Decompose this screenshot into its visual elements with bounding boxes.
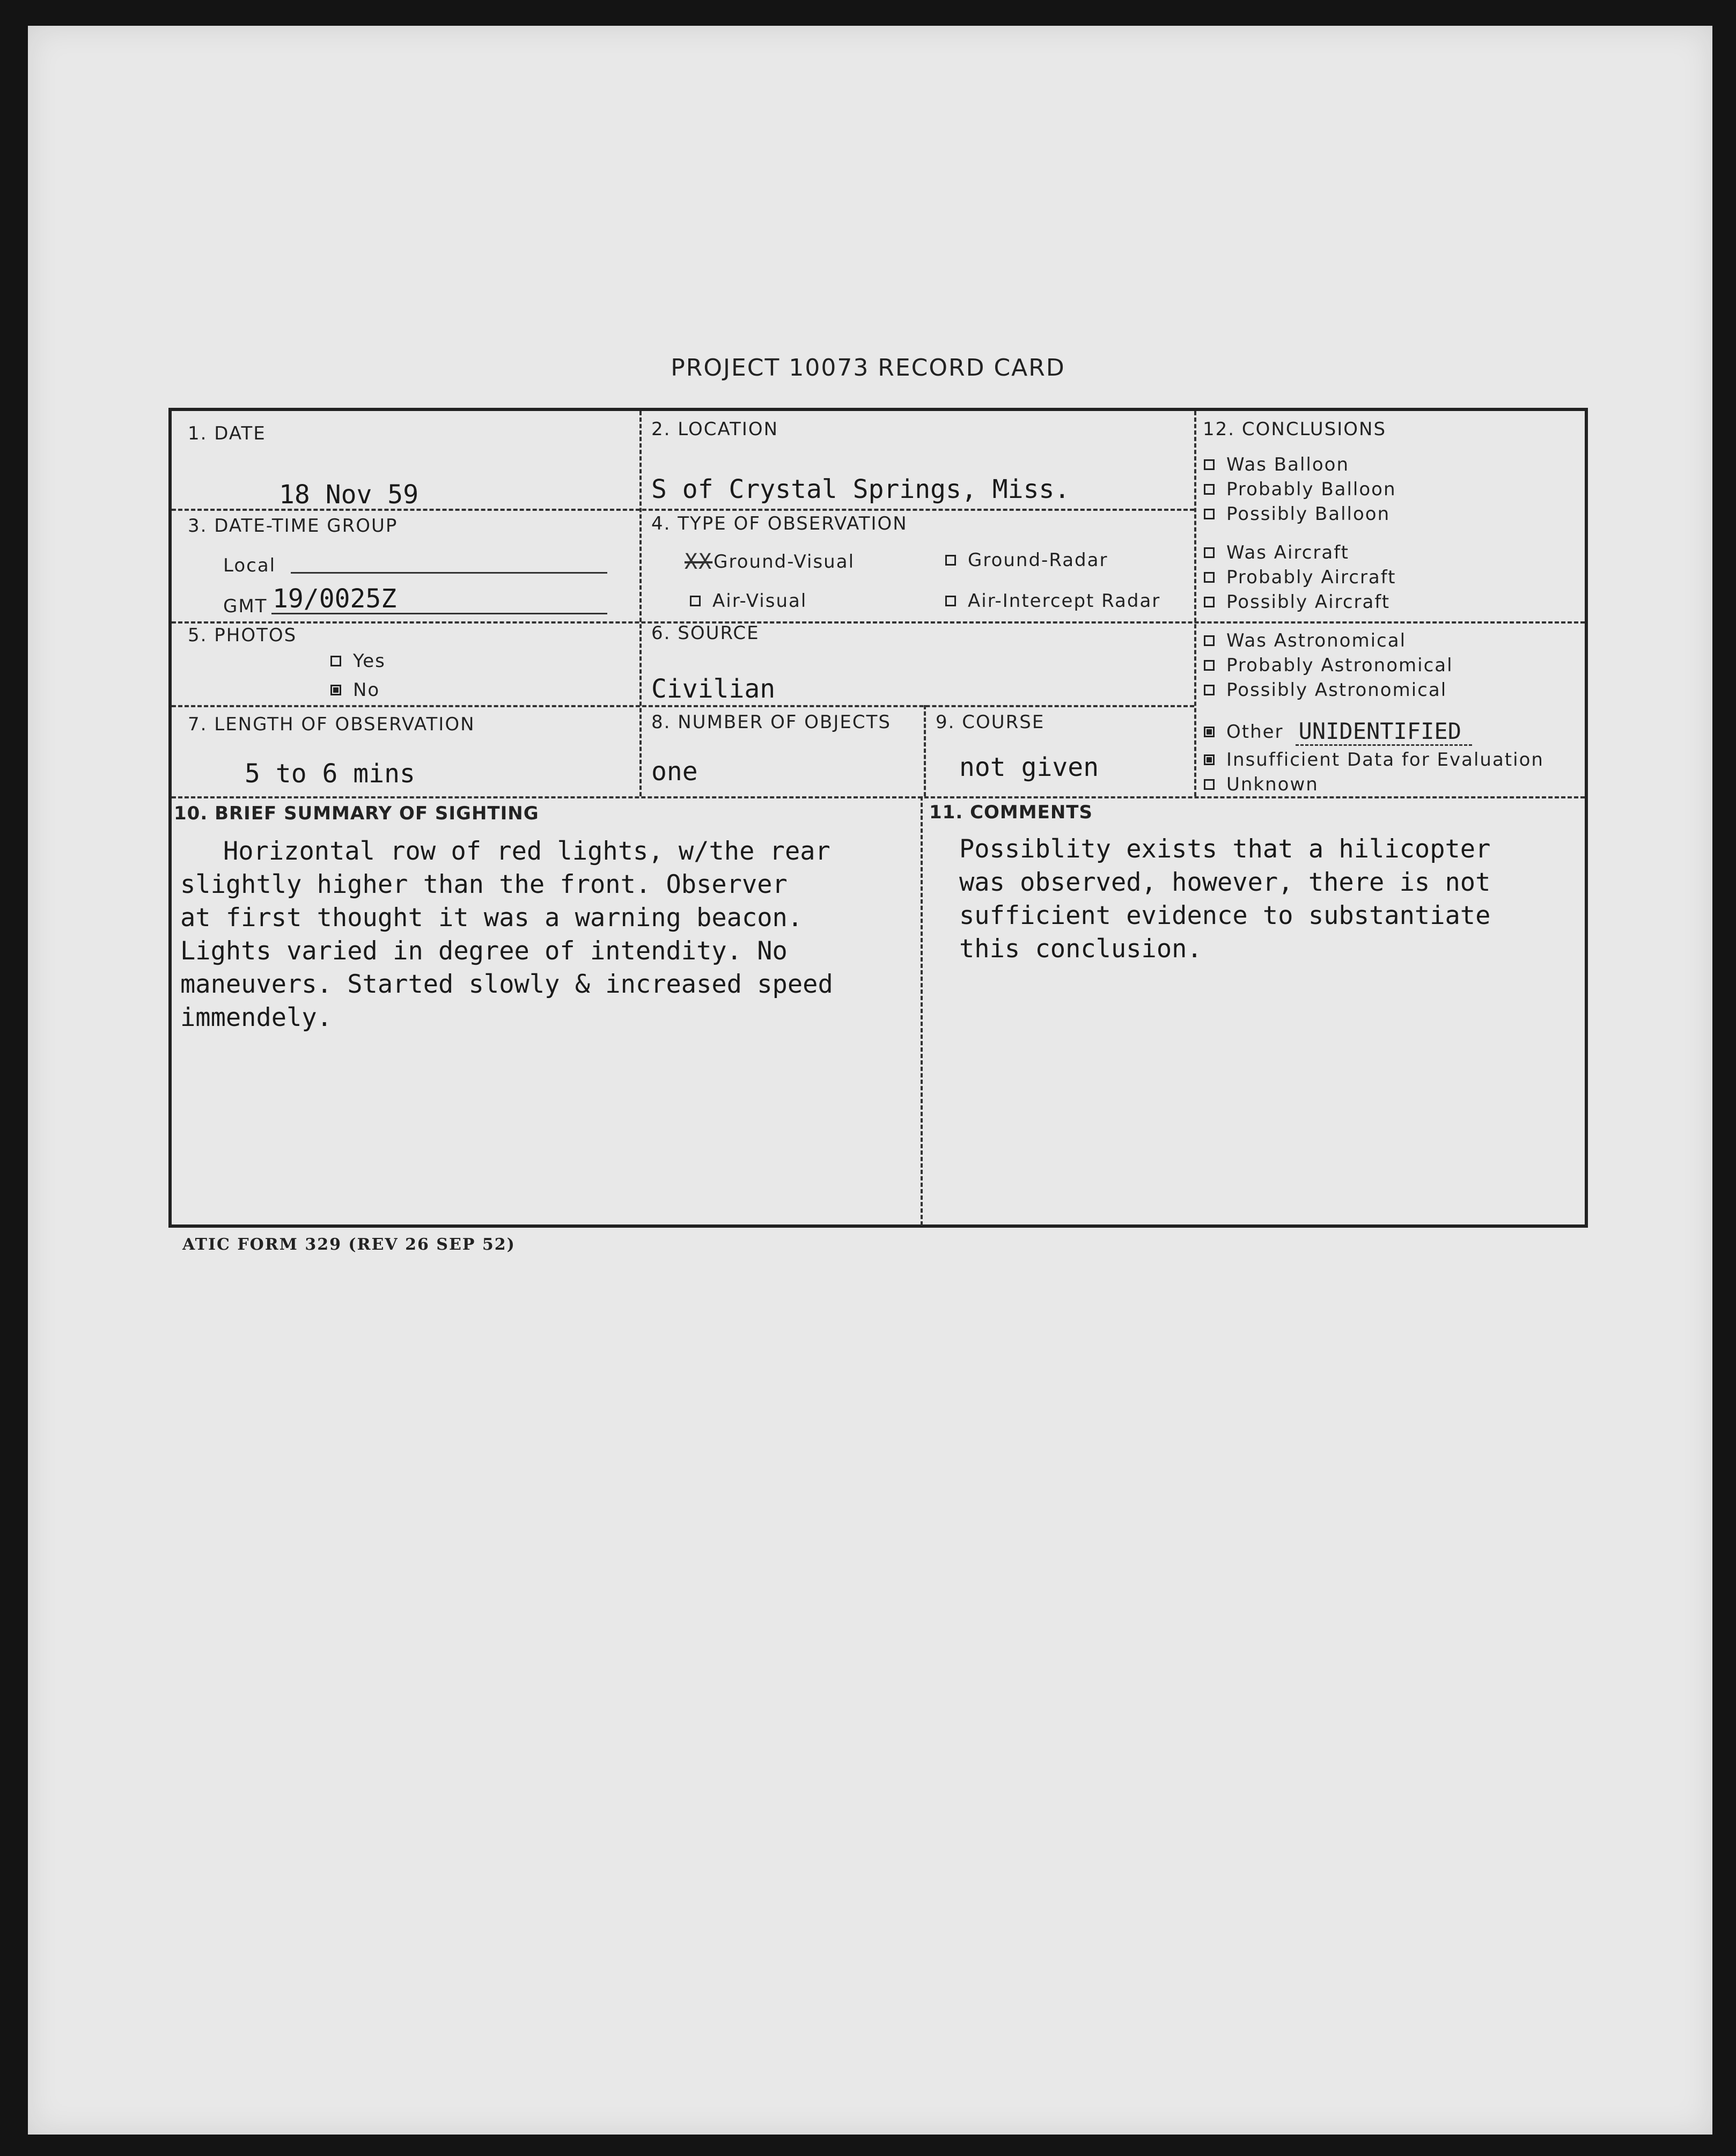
conclusion-probably-balloon[interactable] bbox=[1204, 479, 1544, 500]
date-label: 1. DATE bbox=[188, 423, 266, 444]
length-of-observation-value: 5 to 6 mins bbox=[245, 759, 415, 789]
conclusion-unknown[interactable] bbox=[1204, 774, 1544, 795]
divider-col-3 bbox=[1194, 411, 1196, 796]
conclusion-checkbox[interactable] bbox=[1204, 509, 1215, 519]
air-intercept-radar-checkbox[interactable] bbox=[945, 596, 956, 606]
conclusion-checkbox[interactable] bbox=[1204, 685, 1215, 695]
photos-yes-checkbox[interactable] bbox=[330, 656, 341, 666]
comments-line: was observed, however, there is not bbox=[959, 868, 1491, 897]
gmt-value: 19/0025Z bbox=[273, 584, 397, 614]
conclusion-label: Probably Balloon bbox=[1226, 479, 1396, 500]
conclusion-other[interactable] bbox=[1204, 718, 1544, 746]
local-label: Local bbox=[223, 555, 276, 576]
record-card bbox=[168, 408, 1588, 1228]
air-visual-checkbox[interactable] bbox=[690, 596, 701, 606]
summary-line: Lights varied in degree of intendity. No bbox=[180, 936, 788, 966]
conclusion-checkbox[interactable] bbox=[1204, 459, 1215, 470]
option-air-intercept-radar[interactable] bbox=[945, 590, 1160, 612]
conclusion-label: Unknown bbox=[1226, 774, 1319, 795]
conclusion-label: Was Aircraft bbox=[1226, 542, 1349, 563]
summary-line: immendely. bbox=[180, 1003, 332, 1032]
photos-option-no[interactable] bbox=[330, 679, 380, 701]
conclusions-list bbox=[1204, 454, 1544, 798]
conclusion-label: Insufficient Data for Evaluation bbox=[1226, 749, 1544, 771]
comments-text bbox=[959, 833, 1490, 966]
course-label: 9. COURSE bbox=[936, 712, 1045, 733]
conclusion-other-value: UNIDENTIFIED bbox=[1296, 718, 1472, 746]
option-air-visual[interactable] bbox=[690, 590, 807, 612]
conclusion-checkbox[interactable] bbox=[1204, 547, 1215, 558]
conclusion-label: Was Astronomical bbox=[1226, 630, 1407, 651]
local-line bbox=[291, 572, 607, 574]
card-title: PROJECT 10073 RECORD CARD bbox=[671, 354, 1065, 382]
summary-line: Horizontal row of red lights, w/the rear bbox=[223, 837, 830, 866]
gmt-line bbox=[271, 613, 607, 614]
photos-option-yes[interactable] bbox=[330, 650, 386, 672]
conclusions-label: 12. CONCLUSIONS bbox=[1203, 419, 1387, 440]
conclusion-possibly-astronomical[interactable] bbox=[1204, 679, 1544, 701]
divider-row-3 bbox=[172, 705, 1194, 707]
conclusion-probably-aircraft[interactable] bbox=[1204, 567, 1544, 588]
comments-line: sufficient evidence to substantiate bbox=[959, 901, 1491, 930]
summary-label: 10. BRIEF SUMMARY OF SIGHTING bbox=[174, 803, 539, 824]
conclusion-checkbox[interactable] bbox=[1204, 572, 1215, 583]
type-of-observation-label: 4. TYPE OF OBSERVATION bbox=[651, 513, 908, 534]
summary-line: slightly higher than the front. Observer bbox=[180, 870, 788, 899]
location-value: S of Crystal Springs, Miss. bbox=[651, 474, 1070, 504]
photos-no-label: No bbox=[353, 679, 380, 701]
date-value: 18 Nov 59 bbox=[279, 480, 419, 510]
conclusion-was-astronomical[interactable] bbox=[1204, 630, 1544, 651]
course-value: not given bbox=[959, 752, 1099, 782]
divider-col-1 bbox=[639, 411, 642, 796]
conclusion-checkbox[interactable] bbox=[1204, 484, 1215, 495]
length-of-observation-label: 7. LENGTH OF OBSERVATION bbox=[188, 714, 475, 735]
conclusion-checkbox[interactable] bbox=[1204, 635, 1215, 646]
conclusion-possibly-aircraft[interactable] bbox=[1204, 591, 1544, 613]
conclusion-label: Probably Astronomical bbox=[1226, 655, 1453, 676]
source-value: Civilian bbox=[651, 674, 776, 704]
conclusion-label: Other bbox=[1226, 721, 1284, 743]
conclusion-label: Possibly Balloon bbox=[1226, 503, 1391, 525]
conclusion-checkbox[interactable] bbox=[1204, 779, 1215, 790]
conclusion-was-aircraft[interactable] bbox=[1204, 542, 1544, 563]
photos-yes-label: Yes bbox=[353, 650, 386, 672]
divider-course bbox=[924, 705, 926, 796]
conclusion-was-balloon[interactable] bbox=[1204, 454, 1544, 475]
conclusion-checkbox[interactable] bbox=[1204, 754, 1215, 765]
gmt-label: GMT bbox=[223, 596, 268, 617]
air-visual-label: Air-Visual bbox=[712, 590, 807, 612]
conclusion-checkbox[interactable] bbox=[1204, 727, 1215, 737]
option-ground-visual[interactable] bbox=[685, 549, 855, 574]
air-intercept-radar-label: Air-Intercept Radar bbox=[968, 590, 1161, 612]
number-of-objects-value: one bbox=[651, 757, 698, 787]
photos-label: 5. PHOTOS bbox=[188, 625, 297, 646]
summary-text bbox=[180, 835, 833, 1035]
number-of-objects-label: 8. NUMBER OF OBJECTS bbox=[651, 712, 891, 733]
conclusion-insufficient-data[interactable] bbox=[1204, 749, 1544, 771]
conclusion-checkbox[interactable] bbox=[1204, 597, 1215, 607]
ground-visual-label: Ground-Visual bbox=[713, 551, 855, 573]
conclusion-label: Was Balloon bbox=[1226, 454, 1350, 475]
conclusion-label: Possibly Aircraft bbox=[1226, 591, 1391, 613]
date-time-group-label: 3. DATE-TIME GROUP bbox=[188, 515, 398, 537]
summary-line: at first thought it was a warning beacon. bbox=[180, 903, 803, 933]
summary-line: maneuvers. Started slowly & increased speed bbox=[180, 970, 833, 999]
conclusion-label: Probably Aircraft bbox=[1226, 567, 1396, 588]
conclusion-probably-astronomical[interactable] bbox=[1204, 655, 1544, 676]
divider-bottom bbox=[921, 796, 923, 1226]
comments-line: Possiblity exists that a hilicopter bbox=[959, 834, 1491, 864]
photos-no-checkbox[interactable] bbox=[330, 685, 341, 695]
form-footer: ATIC FORM 329 (REV 26 SEP 52) bbox=[182, 1235, 516, 1254]
comments-line: this conclusion. bbox=[959, 934, 1202, 964]
conclusion-possibly-balloon[interactable] bbox=[1204, 503, 1544, 525]
ground-radar-label: Ground-Radar bbox=[968, 549, 1108, 571]
conclusion-label: Possibly Astronomical bbox=[1226, 679, 1447, 701]
option-ground-radar[interactable] bbox=[945, 549, 1108, 571]
ground-radar-checkbox[interactable] bbox=[945, 555, 956, 566]
location-label: 2. LOCATION bbox=[651, 419, 779, 440]
source-label: 6. SOURCE bbox=[651, 622, 760, 644]
ground-visual-mark: XX bbox=[685, 549, 713, 574]
comments-label: 11. COMMENTS bbox=[929, 802, 1093, 823]
conclusion-checkbox[interactable] bbox=[1204, 660, 1215, 671]
